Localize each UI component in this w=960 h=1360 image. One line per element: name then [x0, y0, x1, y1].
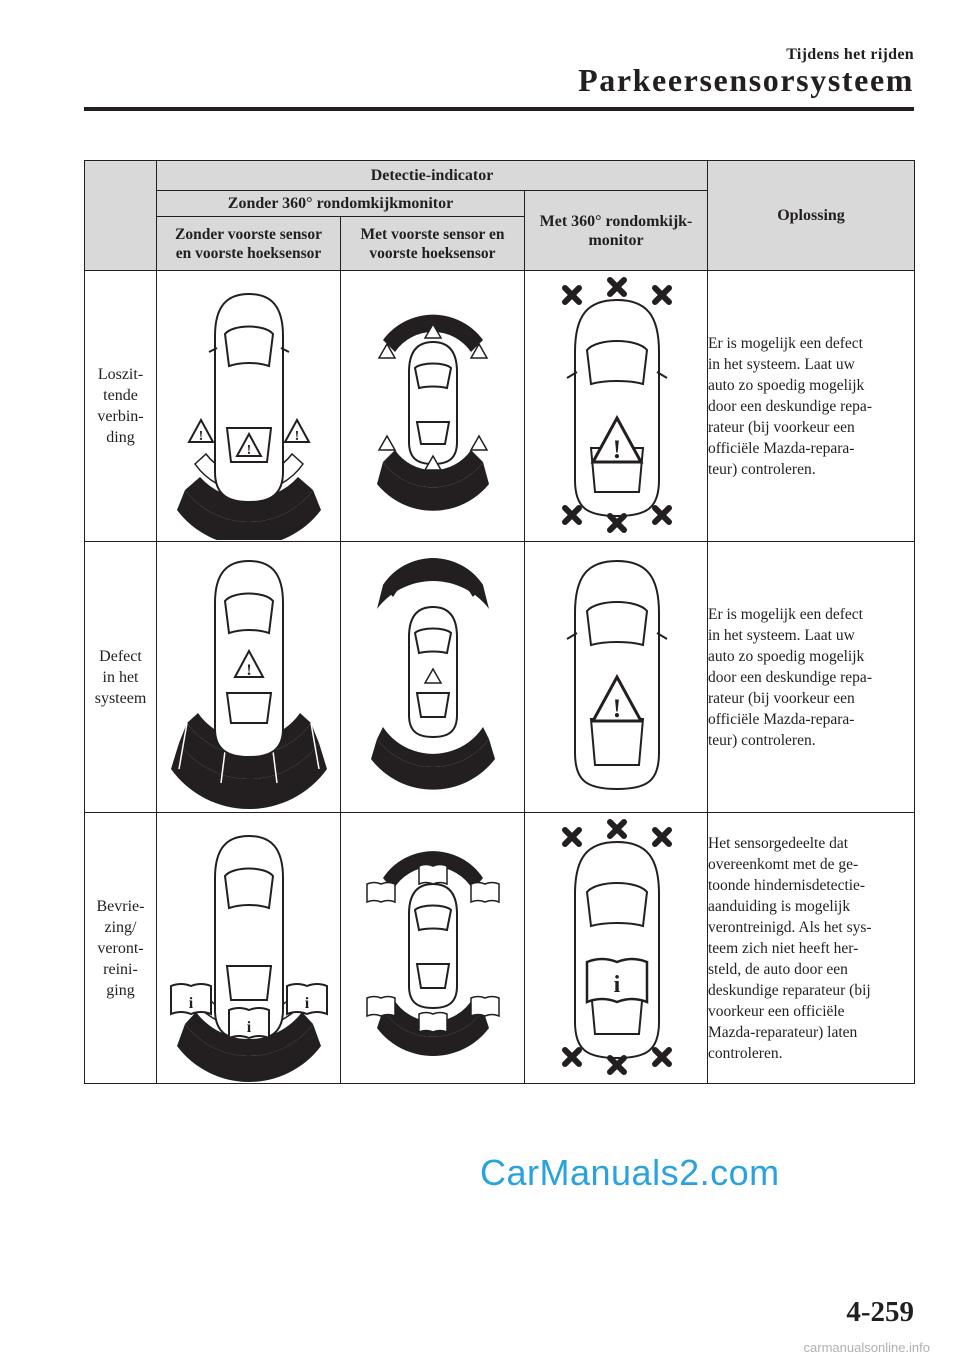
table-row: [85, 542, 915, 813]
solution-text: Het sensorgedeelte dat overeenkomt met de ge- toonde hindernisdetectie- aanduiding is mogelijk verontreinigd. Als het sys- teem zich niet heeft her- steld, de auto door een deskundige reparateur (bij voorkeur een officiële Mazda-reparateur) laten controleren.: [708, 813, 915, 1084]
svg-text:i: i: [304, 995, 310, 1012]
condition-label: Loszit- tende verbin- ding: [85, 271, 157, 542]
solution-text: Er is mogelijk een defect in het systeem. Laat uw auto zo spoedig mogelijk door een deskundige repa- rateur (bij voorkeur een officiële Mazda-repara- teur) controleren.: [708, 271, 915, 542]
without-360-header: Zonder 360° rondomkijkmonitor: [157, 191, 525, 217]
car-top-view: [409, 342, 457, 464]
solution-header: Oplossing: [708, 161, 915, 271]
svg-text:!: !: [294, 429, 300, 444]
car-top-view: [567, 300, 667, 516]
svg-text:!: !: [612, 435, 622, 464]
condition-label: Bevrie- zing/ veront- reini- ging: [85, 813, 157, 1084]
table-row: [85, 813, 915, 1084]
diagram-360: [525, 813, 708, 1084]
diagram-no-front: [157, 813, 341, 1084]
car-top-view: [409, 884, 457, 1008]
svg-text:!: !: [246, 443, 252, 458]
car-top-view: [209, 294, 289, 502]
header-rule: [84, 107, 914, 111]
solution-text: Er is mogelijk een defect in het systeem. Laat uw auto zo spoedig mogelijk door een deskundige repa- rateur (bij voorkeur een officiële Mazda-repara- teur) controleren.: [708, 542, 915, 813]
corner-header-cell: [85, 161, 157, 271]
diagram-with-front: [341, 542, 525, 813]
svg-text:i: i: [246, 1019, 252, 1036]
svg-text:!: !: [612, 694, 622, 723]
footer-watermark: carmanualsonline.info: [803, 1340, 930, 1355]
diagram-no-front: [157, 271, 341, 542]
diagram-with-front: [341, 813, 525, 1084]
diagram-with-front: [341, 271, 525, 542]
condition-label: Defect in het systeem: [85, 542, 157, 813]
watermark: CarManuals2.com: [480, 1152, 780, 1193]
svg-text:!: !: [198, 429, 204, 444]
with-360-header: Met 360° rondomkijk- monitor: [525, 191, 708, 271]
manual-book-icon: [587, 959, 647, 1002]
svg-text:i: i: [613, 972, 621, 998]
car-top-view: [575, 842, 659, 1058]
indicator-table: [84, 160, 915, 1084]
diagram-no-front: [157, 542, 341, 813]
table-row: [85, 271, 915, 542]
svg-text:!: !: [246, 662, 252, 679]
svg-text:i: i: [188, 995, 194, 1012]
page-title: Parkeersensorsysteem: [578, 62, 914, 98]
no-front-sensor-header: Zonder voorste sensor en voorste hoeksensor: [157, 217, 341, 271]
page-number: 4-259: [846, 1296, 914, 1328]
detection-indicator-header: Detectie-indicator: [157, 161, 708, 191]
chapter-subtitle: Tijdens het rijden: [786, 46, 914, 63]
with-front-sensor-header: Met voorste sensor en voorste hoeksensor: [341, 217, 525, 271]
diagram-360: [525, 542, 708, 813]
diagram-360: [525, 271, 708, 542]
